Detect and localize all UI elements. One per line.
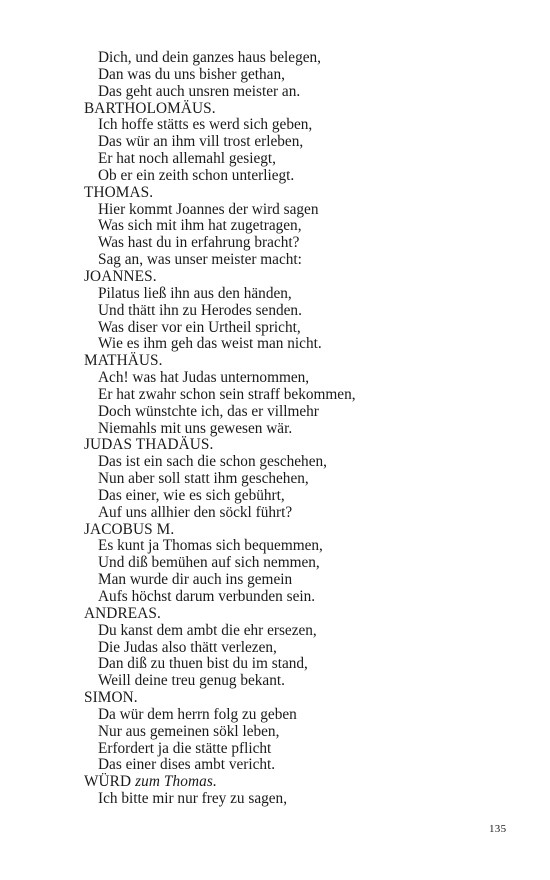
verse-line: Pilatus ließ ihn aus den händen,: [98, 284, 292, 302]
verse-line: Da wür dem herrn folg zu geben: [98, 705, 297, 723]
verse-line: Dan was du uns bisher gethan,: [98, 65, 285, 83]
verse-line: Er hat noch allemahl gesiegt,: [98, 150, 276, 168]
verse-line: Doch wünstchte ich, das er villmehr: [98, 402, 319, 420]
speaker-name: JUDAS THADÄUS.: [84, 436, 214, 454]
verse-line: Und thätt ihn zu Herodes senden.: [98, 301, 302, 319]
verse-line: Hier kommt Joannes der wird sagen: [98, 200, 319, 218]
verse-line: Das geht auch unsren meister an.: [98, 82, 301, 100]
verse-line: Ich bitte mir nur frey zu sagen,: [98, 790, 288, 808]
page-number: 135: [489, 823, 507, 835]
verse-line: Das einer, wie es sich gebührt,: [98, 486, 285, 504]
verse-line: Ach! was hat Judas unternommen,: [98, 369, 310, 387]
verse-line: Nur aus gemeinen sökl leben,: [98, 722, 280, 740]
speaker-name: JOANNES.: [84, 267, 157, 285]
verse-line: Was hast du in erfahrung bracht?: [98, 234, 300, 252]
speaker-with-direction: [84, 774, 524, 791]
verse-line: Die Judas also thätt verlezen,: [98, 638, 277, 656]
play-text: [84, 50, 524, 808]
verse-line: Dich, und dein ganzes haus belegen,: [98, 49, 322, 66]
verse-line: Sag an, was unser meister macht:: [98, 251, 302, 269]
speaker-name: SIMON.: [84, 689, 138, 707]
verse-line: Er hat zwahr schon sein straff bekommen,: [98, 385, 356, 403]
verse-line: Aufs höchst darum verbunden sein.: [98, 588, 316, 605]
verse-line: Weill deine treu genug bekant.: [98, 672, 285, 690]
speaker-name: WÜRD: [84, 773, 136, 791]
speaker-name: THOMAS.: [84, 183, 154, 201]
speaker-name: BARTHOLOMÄUS.: [84, 99, 216, 117]
verse-line: Dan diß zu thuen bist du im stand,: [98, 655, 308, 673]
verse-line: Wie es ihm geh das weist man nicht.: [98, 335, 322, 353]
stage-direction: zum Thomas.: [135, 773, 217, 791]
verse-line: Ob er ein zeith schon unterliegt.: [98, 166, 295, 184]
verse-line: Was diser vor ein Urtheil spricht,: [98, 318, 301, 336]
verse-line: Das ist ein sach die schon geschehen,: [98, 453, 327, 471]
verse-line: Niemahls mit uns gewesen wär.: [98, 419, 293, 437]
verse-line: Du kanst dem ambt die ehr ersezen,: [98, 621, 317, 639]
verse-line: Das einer dises ambt vericht.: [98, 756, 276, 774]
verse-line: Das wür an ihm vill trost erleben,: [98, 133, 304, 151]
verse-line: Ich hoffe stätts es werd sich geben,: [98, 116, 313, 134]
verse-line: Man wurde dir auch ins gemein: [98, 571, 293, 589]
speaker-name: ANDREAS.: [84, 604, 161, 622]
speaker-name: JACOBUS M.: [84, 520, 175, 538]
speaker-name: MATHÄUS.: [84, 352, 163, 370]
verse-line: Erfordert ja die stätte pflicht: [98, 739, 272, 757]
verse-line: Nun aber soll statt ihm geschehen,: [98, 470, 309, 488]
verse-line: Auf uns allhier den söckl führt?: [98, 503, 293, 521]
verse-line: Und diß bemühen auf sich nemmen,: [98, 554, 320, 572]
verse-line: Was sich mit ihm hat zugetragen,: [98, 217, 302, 235]
verse-line: Es kunt ja Thomas sich bequemmen,: [98, 537, 323, 555]
